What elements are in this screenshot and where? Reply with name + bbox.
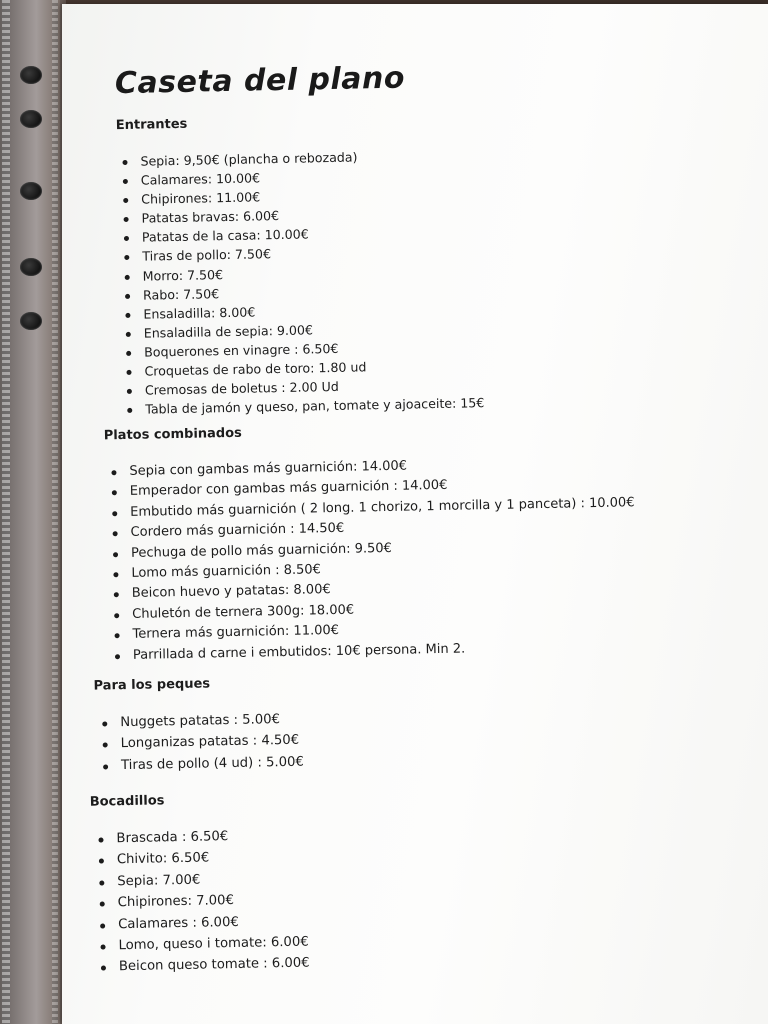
menu-item-text: Sepia con gambas más guarnición: 14.00€	[129, 458, 408, 479]
bullet-icon	[101, 944, 106, 949]
menu-item-text: Tabla de jamón y queso, pan, tomate y ajoaceite: 15€	[145, 395, 485, 417]
menu-item-text: Beicon queso tomate : 6.00€	[118, 955, 310, 975]
bullet-icon	[124, 255, 129, 260]
menu-item-text: Ensaladilla: 8.00€	[143, 304, 256, 322]
section-list-bocadillos	[98, 825, 310, 979]
section-list-para-los-peques	[102, 709, 304, 777]
menu-item-text: Longanizas patatas : 4.50€	[120, 733, 300, 752]
menu-item-text: Embutido más guarnición ( 2 long. 1 chorizo, 1 morcilla y 1 panceta) : 10.00€	[130, 495, 635, 520]
bullet-icon	[98, 837, 103, 842]
bullet-icon	[102, 721, 107, 726]
bullet-icon	[113, 531, 118, 536]
bullet-icon	[99, 859, 104, 864]
menu-item	[103, 751, 304, 776]
bullet-icon	[113, 572, 118, 577]
menu-item-text: Rabo: 7.50€	[142, 285, 220, 303]
menu-item-text: Chipirones: 11.00€	[141, 189, 261, 207]
bullet-icon	[124, 217, 129, 222]
bullet-icon	[103, 743, 108, 748]
bullet-icon	[101, 966, 106, 971]
bullet-icon	[114, 592, 119, 597]
menu-item-text: Boquerones en vinagre : 6.50€	[144, 340, 339, 360]
menu-item-text: Chuletón de ternera 300g: 18.00€	[132, 602, 355, 622]
menu-item-text: Emperador con gambas más guarnición : 14.00€	[129, 478, 448, 500]
punch-hole-icon	[20, 312, 42, 330]
menu-item-text: Tiras de pollo: 7.50€	[142, 246, 272, 265]
bullet-icon	[125, 274, 130, 279]
menu-title: Caseta del plano	[114, 60, 406, 102]
punch-hole-icon	[20, 110, 42, 128]
sleeve-perforation-right	[52, 0, 58, 1024]
menu-item-text: Nuggets patatas : 5.00€	[120, 712, 281, 731]
bullet-icon	[111, 470, 116, 475]
menu-sheet	[62, 4, 768, 1024]
punch-hole-icon	[20, 182, 42, 200]
bullet-icon	[126, 332, 131, 337]
menu-item-text: Parrillada d carne i embutidos: 10€ persona. Min 2.	[132, 641, 466, 663]
menu-item-text: Croquetas de rabo de toro: 1.80 ud	[144, 359, 367, 379]
bullet-icon	[125, 294, 130, 299]
section-title-entrantes: Entrantes	[115, 116, 188, 134]
menu-item-text: Beicon huevo y patatas: 8.00€	[131, 582, 331, 602]
bullet-icon	[125, 313, 130, 318]
menu-item-text: Ternera más guarnición: 11.00€	[132, 623, 340, 643]
menu-item-text: Lomo más guarnición : 8.50€	[131, 562, 322, 581]
sleeve-perforation-left	[2, 0, 10, 1024]
bullet-icon	[112, 491, 117, 496]
menu-item-text: Calamares : 6.00€	[117, 914, 239, 932]
section-list-entrantes	[122, 145, 484, 419]
bullet-icon	[123, 179, 128, 184]
bullet-icon	[124, 236, 129, 241]
menu-item-text: Tiras de pollo (4 ud) : 5.00€	[120, 754, 304, 773]
bullet-icon	[127, 408, 132, 413]
plastic-sleeve	[0, 0, 66, 1024]
menu-item-text: Brascada : 6.50€	[116, 829, 229, 847]
section-title-bocadillos: Bocadillos	[89, 793, 165, 810]
section-title-platos-combinados: Platos combinados	[103, 425, 242, 444]
menu-item-text: Calamares: 10.00€	[140, 170, 261, 188]
bullet-icon	[100, 902, 105, 907]
punch-hole-icon	[20, 258, 42, 276]
menu-item-text: Sepia: 9,50€ (plancha o rebozada)	[140, 149, 358, 169]
bullet-icon	[99, 880, 104, 885]
menu-item-text: Ensaladilla de sepia: 9.00€	[143, 322, 314, 341]
section-title-para-los-peques: Para los peques	[93, 676, 211, 694]
bullet-icon	[100, 923, 105, 928]
bullet-icon	[122, 160, 127, 165]
bullet-icon	[127, 389, 132, 394]
bullet-icon	[112, 511, 117, 516]
menu-item	[101, 953, 310, 978]
menu-item-text: Pechuga de pollo más guarnición: 9.50€	[130, 540, 392, 561]
bullet-icon	[123, 198, 128, 203]
menu-item-text: Patatas bravas: 6.00€	[141, 208, 280, 226]
menu-item-text: Patatas de la casa: 10.00€	[141, 226, 309, 246]
menu-item-text: Cordero más guarnición : 14.50€	[130, 520, 345, 541]
bullet-icon	[126, 370, 131, 375]
menu-item-text: Chivito: 6.50€	[116, 850, 210, 868]
menu-item-text: Morro: 7.50€	[142, 266, 224, 284]
menu-item-text: Sepia: 7.00€	[117, 872, 201, 890]
bullet-icon	[115, 633, 120, 638]
section-list-platos-combinados	[111, 452, 637, 666]
bullet-icon	[115, 654, 120, 659]
menu-item-text: Chipirones: 7.00€	[117, 893, 235, 911]
bullet-icon	[103, 764, 108, 769]
punch-hole-icon	[20, 66, 42, 84]
bullet-icon	[126, 351, 131, 356]
bullet-icon	[114, 613, 119, 618]
menu-item-text: Lomo, queso i tomate: 6.00€	[118, 934, 309, 954]
menu-item-text: Cremosas de boletus : 2.00 Ud	[144, 379, 339, 398]
bullet-icon	[113, 552, 118, 557]
